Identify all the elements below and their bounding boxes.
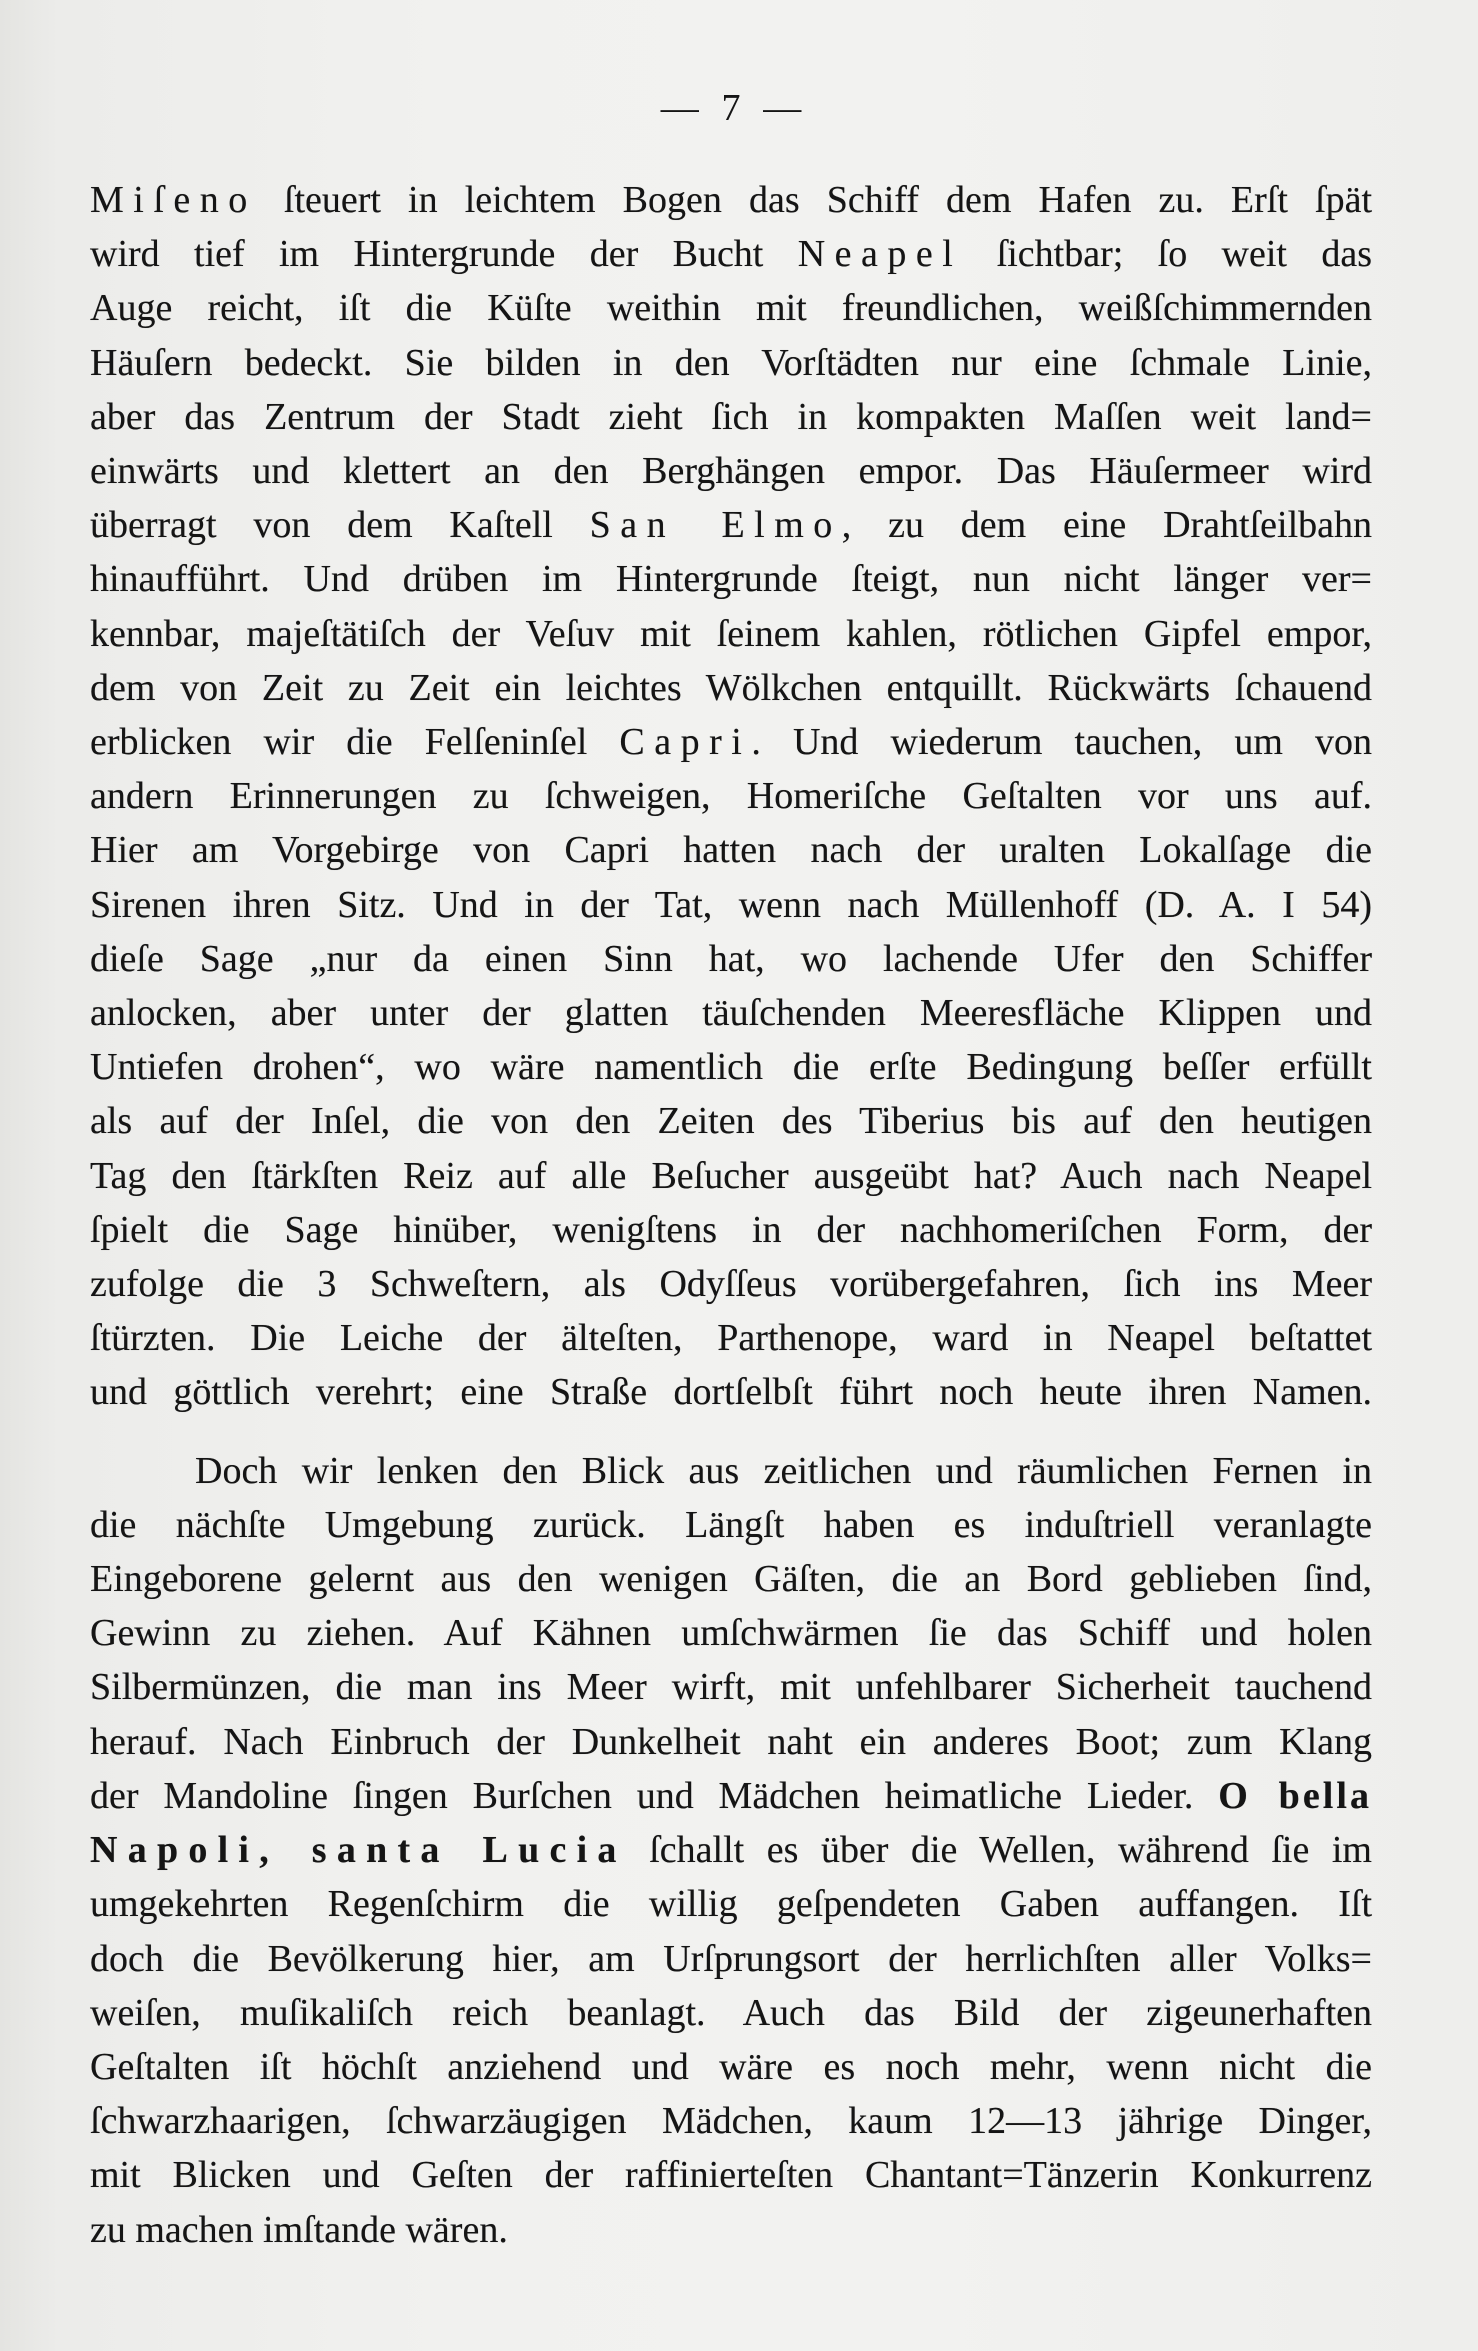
- line-segment: der Mandoline ſingen Burſchen und Mädchen heimatliche Lieder.: [90, 1774, 1219, 1817]
- text-line: anlocken, aber unter der glatten täuſchenden Meeresfläche Klippen und: [90, 992, 1372, 1035]
- text-line: hinaufführt. Und drüben im Hintergrunde ſteigt, nun nicht länger ver=: [90, 558, 1372, 601]
- text-line: kennbar, majeſtätiſch der Veſuv mit ſeinem kahlen, rötlichen Gipfel empor,: [90, 612, 1372, 655]
- text-line: Häuſern bedeckt. Sie bilden in den Vorſtädten nur eine ſchmale Linie,: [90, 341, 1372, 384]
- line-segment: ſteuert in leichtem Bogen das Schiff dem Hafen zu. Erſt ſpät: [256, 179, 1372, 221]
- text-line: Sirenen ihren Sitz. Und in der Tat, wenn nach Müllenhoff (D. A. I 54): [90, 883, 1372, 926]
- text-line: mit Blicken und Geſten der raffinierteſten Chantant=Tänzerin Konkurrenz: [90, 2154, 1372, 2197]
- text-line: Doch wir lenken den Blick aus zeitlichen und räumlichen Fernen in: [195, 1449, 1372, 1492]
- text-line: zu machen imſtande wären.: [90, 2208, 508, 2251]
- text-line: Eingeborene gelernt aus den wenigen Gäſten, die an Bord geblieben ſind,: [90, 1558, 1372, 1601]
- line-segment: . Und wiederum tauchen, um von: [751, 721, 1372, 764]
- text-line: andern Erinnerungen zu ſchweigen, Homeriſche Geſtalten vor uns auf.: [90, 775, 1372, 818]
- antiqua-phrase: O bella: [1218, 1774, 1372, 1817]
- text-line: doch die Bevölkerung hier, am Urſprungsort der herrlichſten aller Volks=: [90, 1937, 1372, 1980]
- page-number: — 7 —: [660, 87, 802, 129]
- text-line: Gewinn zu ziehen. Auf Kähnen umſchwärmen ſie das Schiff und holen: [90, 1612, 1372, 1655]
- line-segment: ſichtbar; ſo weit das: [962, 233, 1372, 276]
- numeral: 12—13: [968, 2100, 1083, 2143]
- text-line: Tag den ſtärkſten Reiz auf alle Beſucher ausgeübt hat? Auch nach Neapel: [90, 1154, 1372, 1197]
- text-line: dieſe Sage „nur da einen Sinn hat, wo lachende Ufer den Schiffer: [90, 937, 1372, 980]
- text-line: [90, 1769, 1372, 1823]
- antiqua-phrase: Napoli, santa Lucia: [90, 1829, 627, 1872]
- text-line: Untiefen drohen“, wo wäre namentlich die erſte Bedingung beſſer erfüllt: [90, 1046, 1372, 1089]
- line-segment: erblicken wir die Felſeninſel: [90, 721, 620, 764]
- text-line: als auf der Inſel, die von den Zeiten des Tiberius bis auf den heutigen: [90, 1100, 1372, 1143]
- text-line: zufolge die 3 Schweſtern, als Odyſſeus vorübergefahren, ſich ins Meer: [90, 1263, 1372, 1306]
- text-line: Hier am Vorgebirge von Capri hatten nach der uralten Lokalſage die: [90, 829, 1372, 872]
- text-line: Geſtalten iſt höchſt anziehend und wäre es noch mehr, wenn nicht die: [90, 2045, 1372, 2088]
- text-line: einwärts und klettert an den Berghängen empor. Das Häuſermeer wird: [90, 450, 1372, 493]
- text-line: und göttlich verehrt; eine Straße dortſelbſt führt noch heute ihren Namen.: [90, 1371, 1372, 1414]
- text-line: ſtürzten. Die Leiche der älteſten, Parthenope, ward in Neapel beſtattet: [90, 1317, 1372, 1360]
- spaced-name: Neapel: [797, 233, 963, 276]
- text-line: herauf. Nach Einbruch der Dunkelheit naht ein anderes Boot; zum Klang: [90, 1720, 1372, 1763]
- text-line: umgekehrten Regenſchirm die willig geſpendeten Gaben auffangen. Iſt: [90, 1883, 1372, 1926]
- line-segment: wird tief im Hintergrunde der Bucht: [90, 233, 798, 276]
- paragraph: [90, 173, 1372, 1420]
- text-line: die nächſte Umgebung zurück. Längſt haben es induſtriell veranlagte: [90, 1503, 1372, 1546]
- spaced-name: Capri: [619, 721, 752, 764]
- line-segment: überragt von dem Kaſtell: [90, 504, 590, 547]
- paragraph: [90, 1444, 1372, 2257]
- text-line: [90, 715, 1372, 769]
- line-segment: jährige Dinger,: [1082, 2100, 1372, 2143]
- text-line: aber das Zentrum der Stadt zieht ſich in kompakten Maſſen weit land=: [90, 395, 1372, 438]
- text-line: [90, 227, 1372, 281]
- text-line: [90, 1823, 1372, 1877]
- body-text: [90, 173, 1372, 2257]
- spaced-name: San Elmo: [589, 504, 842, 547]
- text-line: Silbermünzen, die man ins Meer wirft, mit unfehlbarer Sicherheit tauchend: [90, 1666, 1372, 1709]
- spaced-name: Miſeno: [90, 179, 257, 221]
- text-line: ſpielt die Sage hinüber, wenigſtens in der nachhomeriſchen Form, der: [90, 1208, 1372, 1251]
- text-line: weiſen, muſikaliſch reich beanlagt. Auch das Bild der zigeunerhaften: [90, 1991, 1372, 2034]
- text-line: [90, 173, 1372, 227]
- text-line: dem von Zeit zu Zeit ein leichtes Wölkchen entquillt. Rückwärts ſchauend: [90, 666, 1372, 709]
- text-line: [90, 2094, 1372, 2148]
- text-line: [90, 498, 1372, 552]
- line-segment: ſchwarzhaarigen, ſchwarzäugigen Mädchen, kaum: [90, 2100, 969, 2143]
- line-segment: , zu dem eine Drahtſeilbahn: [841, 504, 1372, 547]
- text-line: Auge reicht, iſt die Küſte weithin mit freundlichen, weißſchimmernden: [90, 287, 1372, 330]
- line-segment: ſchallt es über die Wellen, während ſie im: [626, 1829, 1372, 1872]
